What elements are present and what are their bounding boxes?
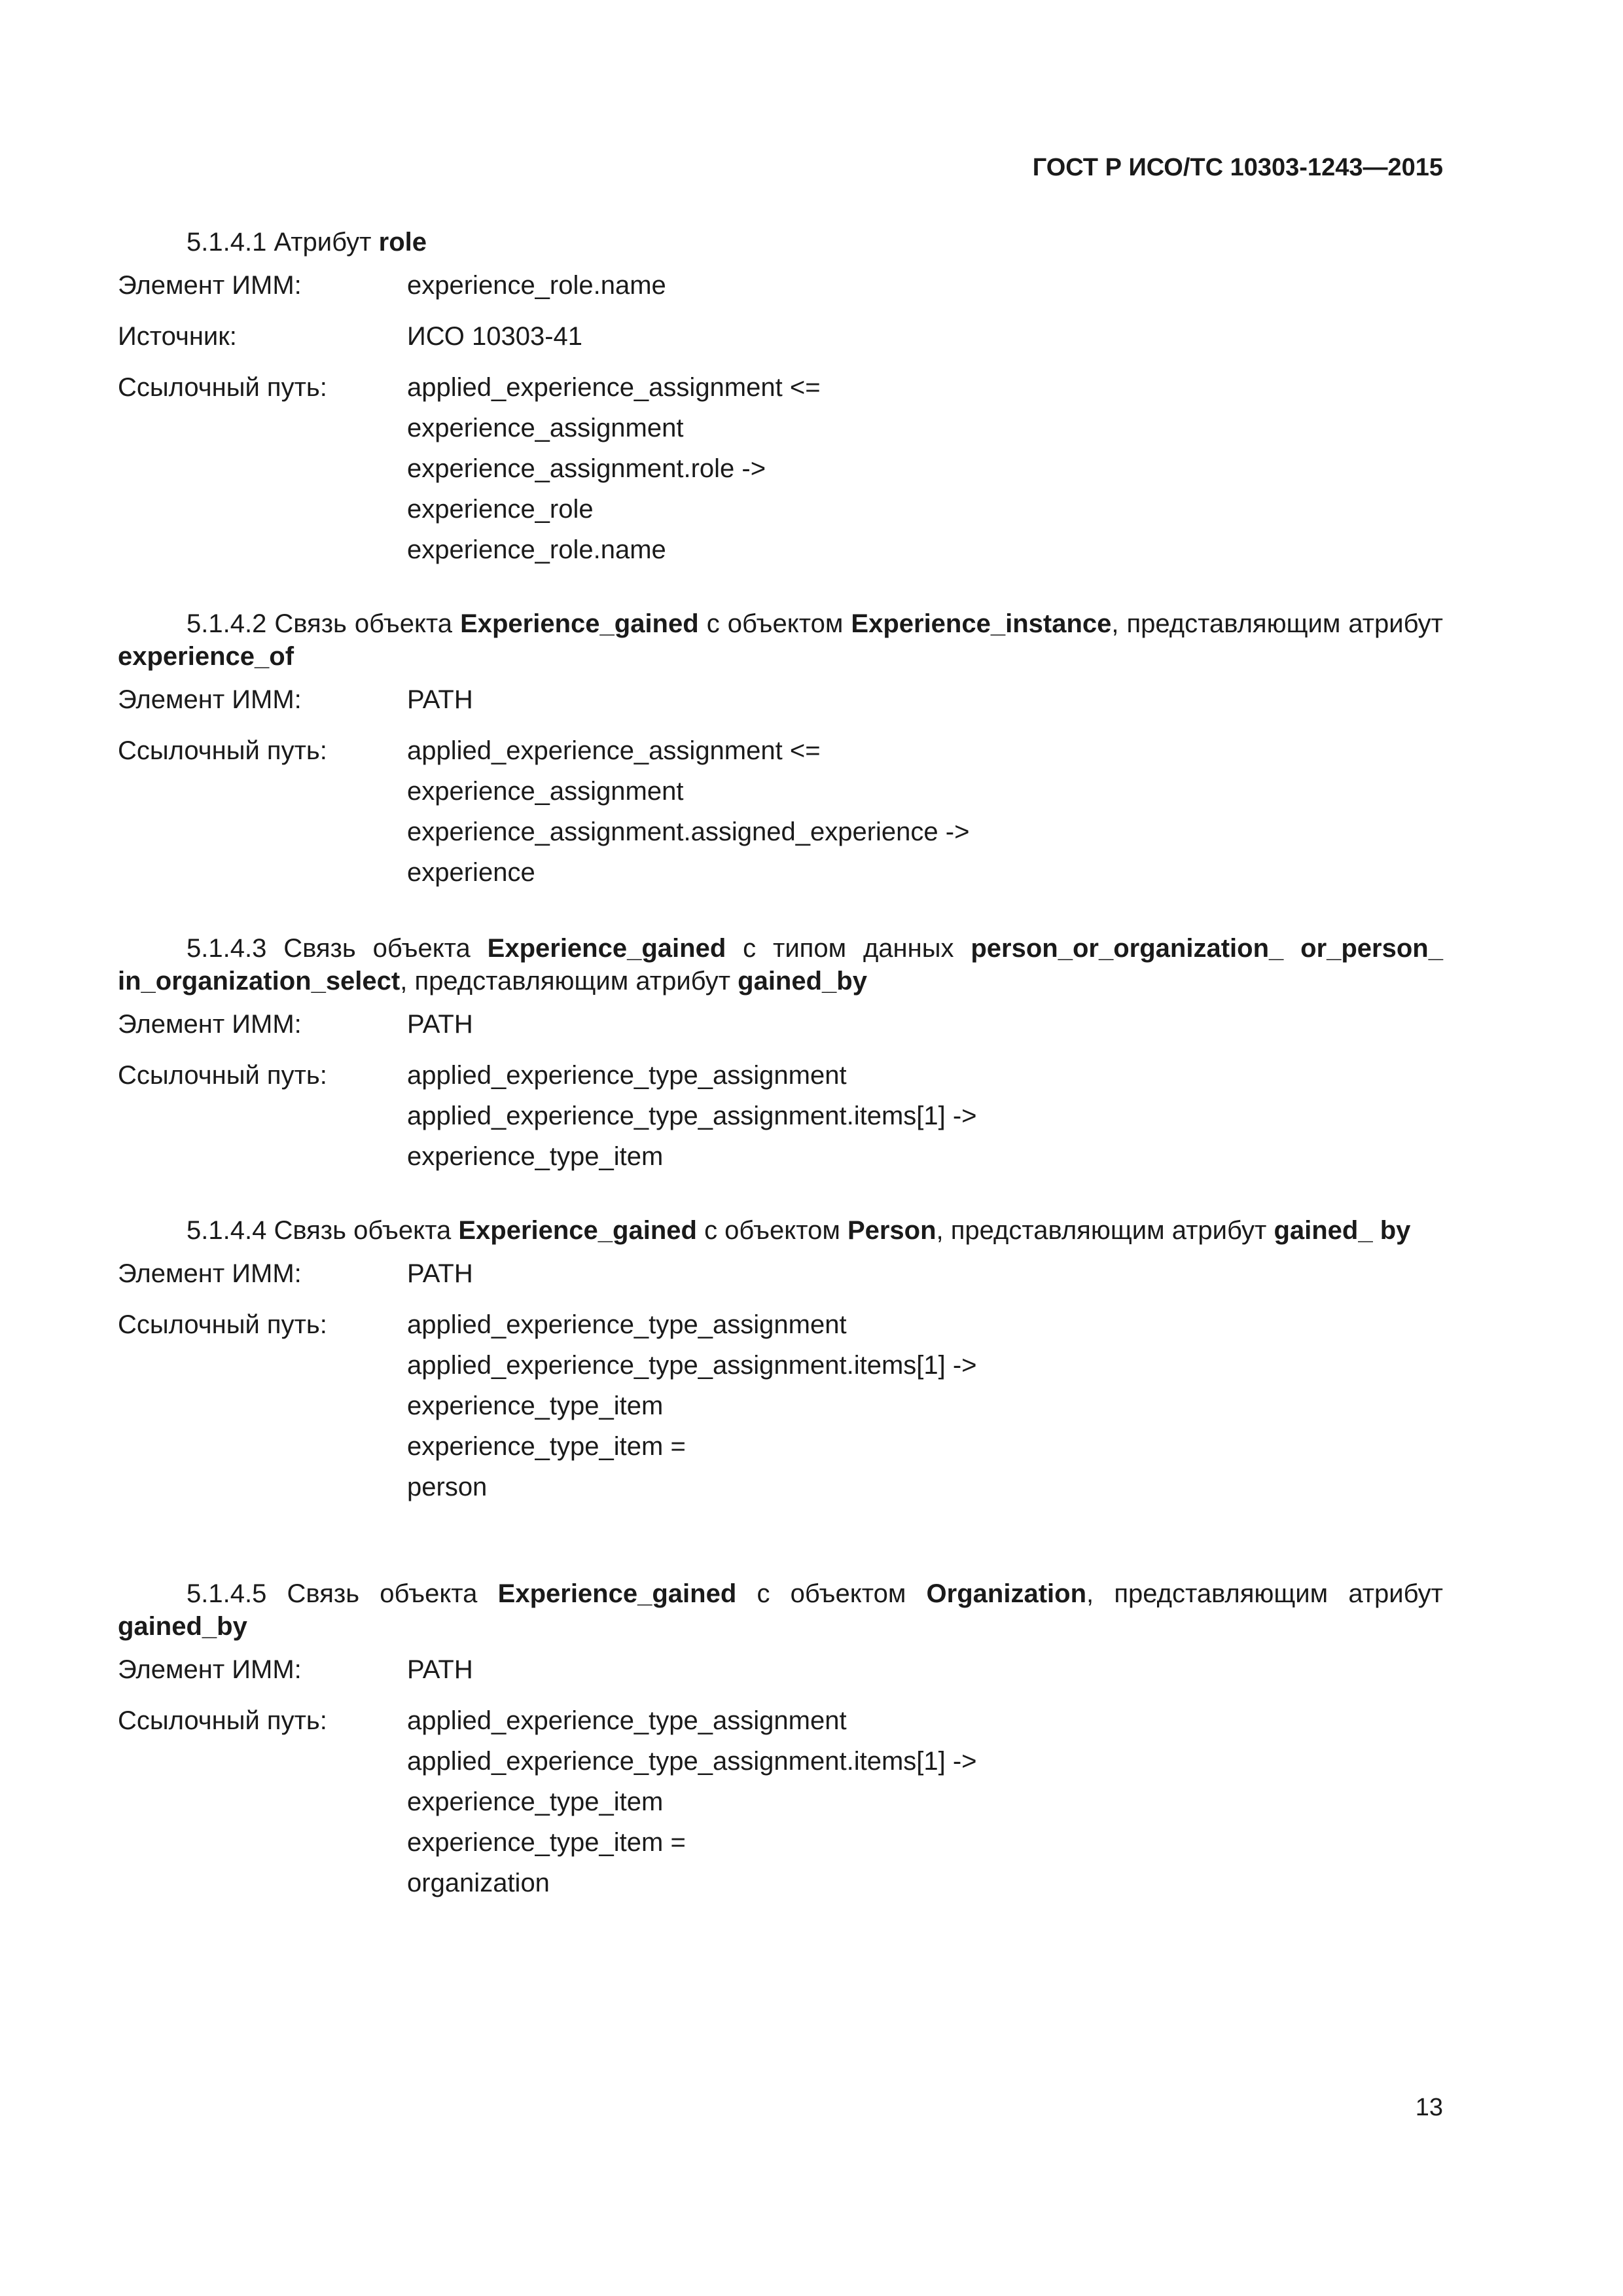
value-line: applied_experience_type_assignment.items[1] -> [407,1351,977,1380]
heading-bold-term: role [378,228,427,257]
value-line: applied_experience_assignment <= [407,373,821,402]
value-line: experience_role.name [407,535,666,564]
field-row [118,679,1443,720]
value-line: experience_assignment.role -> [407,454,766,483]
heading-bold-term: Experience_gained [458,1216,697,1245]
field-row [118,1304,1443,1507]
heading-bold-term: gained_by [118,1612,247,1641]
heading-text: , представляющим атрибут [1086,1579,1443,1608]
value-line: organization [407,1869,550,1897]
heading-text: с объектом [736,1579,927,1608]
document-page [118,0,1443,2296]
heading-text: , представляющим атрибут [936,1216,1274,1245]
section-heading [118,607,1443,673]
heading-text: 5.1.4.2 Связь объекта [187,609,461,638]
heading-text: с объектом [698,609,851,638]
field-value [407,1004,473,1045]
value-line: experience_role [407,495,594,524]
value-line: ИСО 10303-41 [407,322,583,351]
field-row [118,1700,1443,1903]
value-line: PATH [407,685,473,714]
section-1 [118,226,1443,570]
value-line: experience_role.name [407,271,666,300]
value-line: applied_experience_type_assignment [407,1706,847,1735]
field-label: Элемент ИММ: [118,685,302,714]
field-row [118,316,1443,357]
value-line: applied_experience_type_assignment.items[1] -> [407,1102,977,1130]
value-line: experience_type_item [407,1391,664,1420]
value-line: PATH [407,1010,473,1039]
value-line: experience_assignment [407,777,684,806]
field-label: Ссылочный путь: [118,1061,327,1090]
section-heading [118,1577,1443,1643]
heading-text: с объектом [696,1216,847,1245]
field-value [407,1700,977,1903]
field-row [118,1253,1443,1294]
section-2 [118,607,1443,893]
heading-bold-term: experience_of [118,642,294,671]
value-line: experience [407,858,535,887]
heading-bold-term: person_or_organization_ or_person_ in_organization_select [118,934,1443,996]
value-line: PATH [407,1655,473,1684]
heading-text: с типом данных [726,934,971,963]
page-number: 13 [1415,2094,1443,2121]
value-line: applied_experience_type_assignment [407,1310,847,1339]
field-label: Элемент ИММ: [118,1010,302,1039]
field-label: Ссылочный путь: [118,736,327,765]
field-row [118,1649,1443,1690]
value-line: applied_experience_type_assignment [407,1061,847,1090]
value-line: experience_type_item [407,1142,664,1171]
section-5 [118,1577,1443,1903]
heading-bold-term: gained_ by [1274,1216,1411,1245]
field-value [407,367,821,570]
value-line: experience_type_item = [407,1432,686,1461]
field-label: Ссылочный путь: [118,1310,327,1339]
value-line: person [407,1473,488,1501]
field-value [407,1055,977,1177]
heading-bold-term: Experience_instance [851,609,1112,638]
heading-bold-term: Experience_gained [497,1579,737,1608]
field-value [407,1253,473,1294]
field-label: Элемент ИММ: [118,271,302,300]
heading-bold-term: Experience_gained [487,934,726,963]
field-value [407,1649,473,1690]
field-value [407,1304,977,1507]
value-line: experience_type_item [407,1787,664,1816]
standard-code-header: ГОСТ Р ИСО/ТС 10303-1243—2015 [1032,154,1443,181]
field-value [407,730,969,893]
section-heading [118,226,1443,259]
heading-text: 5.1.4.4 Связь объекта [187,1216,459,1245]
value-line: experience_type_item = [407,1828,686,1857]
heading-text: 5.1.4.5 Связь объекта [187,1579,498,1608]
section-heading [118,932,1443,997]
value-line: applied_experience_type_assignment.items[1] -> [407,1747,977,1776]
heading-bold-term: gained_by [738,967,867,996]
section-4 [118,1214,1443,1507]
section-3 [118,932,1443,1177]
heading-text: , представляющим атрибут [400,967,738,996]
heading-bold-term: Person [847,1216,936,1245]
field-label: Ссылочный путь: [118,1706,327,1735]
field-row [118,265,1443,306]
value-line: experience_assignment [407,414,684,442]
field-value [407,316,582,357]
heading-text: 5.1.4.3 Связь объекта [187,934,488,963]
field-value [407,265,666,306]
field-row [118,367,1443,570]
heading-bold-term: Organization [926,1579,1086,1608]
heading-text: , представляющим атрибут [1111,609,1443,638]
field-row [118,1055,1443,1177]
field-row [118,730,1443,893]
heading-text: 5.1.4.1 Атрибут [187,228,379,257]
value-line: experience_assignment.assigned_experience -> [407,817,970,846]
field-label: Элемент ИММ: [118,1259,302,1288]
field-label: Элемент ИММ: [118,1655,302,1684]
value-line: applied_experience_assignment <= [407,736,821,765]
field-label: Ссылочный путь: [118,373,327,402]
value-line: PATH [407,1259,473,1288]
field-label: Источник: [118,322,237,351]
section-heading [118,1214,1443,1247]
field-value [407,679,473,720]
heading-bold-term: Experience_gained [460,609,699,638]
field-row [118,1004,1443,1045]
